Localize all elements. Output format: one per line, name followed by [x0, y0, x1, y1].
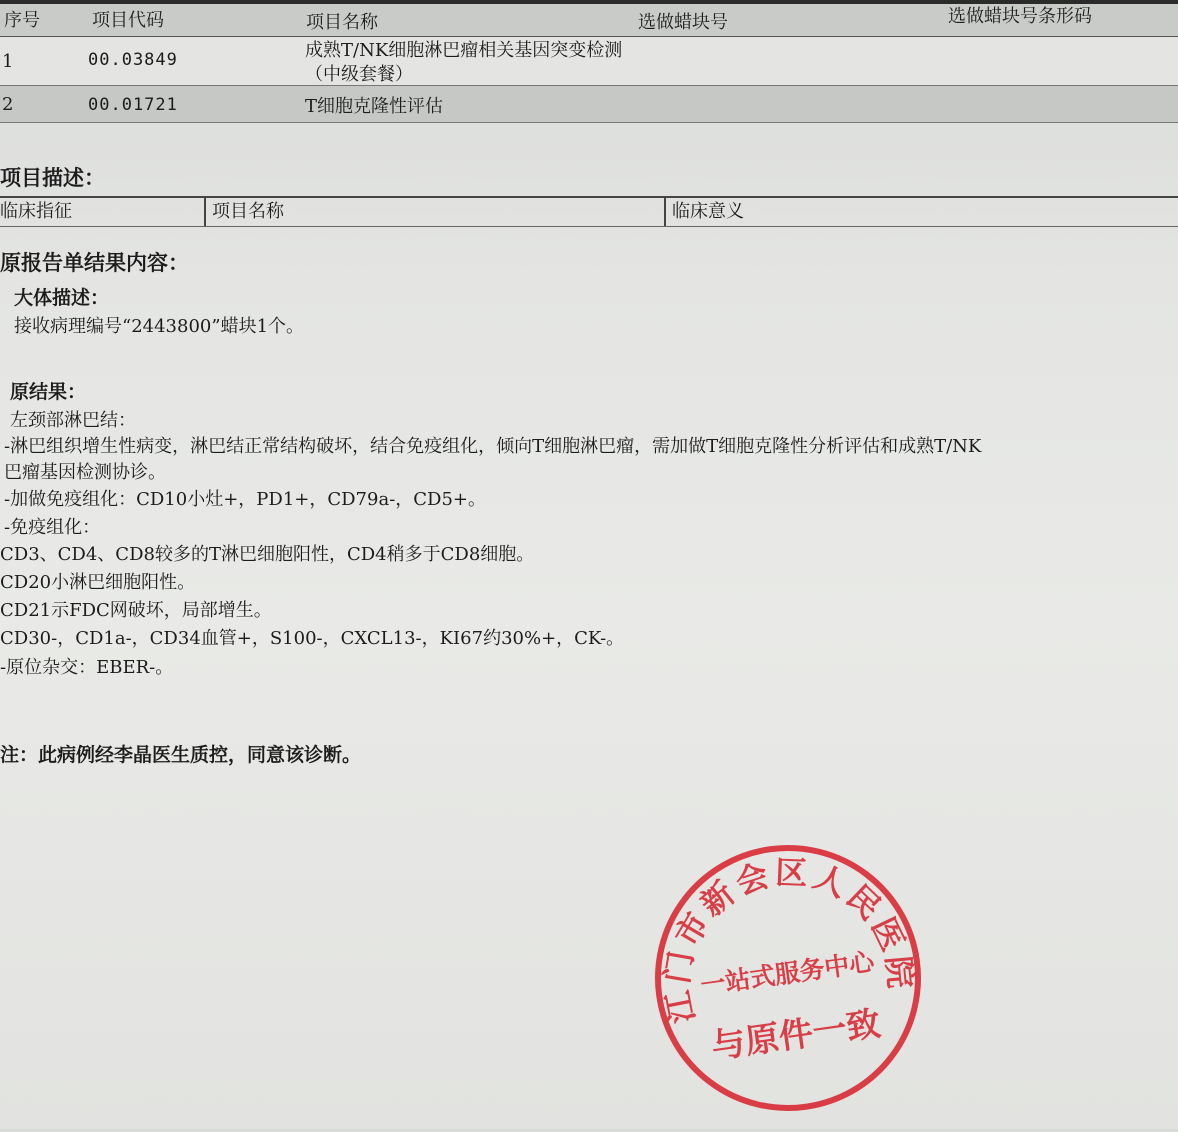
- row-name: T细胞克隆性评估: [305, 96, 444, 117]
- header-code: 项目代码: [92, 10, 164, 31]
- row-seq: 1: [2, 51, 14, 72]
- header-barcode: 选做蜡块号条形码: [948, 6, 1092, 27]
- row-code: 00.01721: [88, 95, 178, 115]
- gross-text: 接收病理编号“2443800”蜡块1个。: [14, 316, 305, 337]
- result-line: -加做免疫组化：CD10小灶+，PD1+，CD79a-，CD5+。: [4, 489, 487, 510]
- stamp-outer-text: 江门市新会区人民医院: [657, 853, 920, 1027]
- description-table-header: [0, 196, 1178, 227]
- result-line: CD30-，CD1a-，CD34血管+，S100-，CXCL13-，KI67约30%+，CK-。: [0, 628, 625, 649]
- table-row: [0, 86, 1178, 123]
- result-line: -免疫组化：: [4, 517, 101, 538]
- header-seq: 序号: [4, 10, 40, 31]
- items-table-header: [0, 4, 1178, 37]
- header-block: 选做蜡块号: [638, 12, 728, 33]
- row-seq: 2: [2, 94, 14, 115]
- gross-title: 大体描述：: [14, 287, 110, 309]
- row-name: 成熟T/NK细胞淋巴瘤相关基因突变检测（中级套餐）: [305, 40, 623, 85]
- result-line: CD21示FDC网破坏，局部增生。: [0, 600, 272, 621]
- desc-col-significance: 临床意义: [664, 198, 744, 226]
- desc-col-name: 项目名称: [204, 198, 284, 226]
- header-name: 项目名称: [306, 12, 378, 33]
- table-row: [0, 37, 1178, 86]
- hospital-seal-stamp: [634, 824, 941, 1131]
- result-line: 左颈部淋巴结：: [10, 410, 136, 431]
- result-line: -淋巴组织增生性病变，淋巴结正常结构破坏，结合免疫组化，倾向T细胞淋巴瘤，需加做T细胞克隆性分析评估和成熟T/NK: [4, 436, 982, 457]
- result-line: CD3、CD4、CD8较多的T淋巴细胞阳性，CD4稍多于CD8细胞。: [0, 544, 535, 565]
- desc-col-indication: 临床指征: [0, 201, 72, 222]
- stamp-middle-text: 一站式服务中心: [698, 947, 877, 1001]
- qc-note: 注：此病例经李晶医生质控，同意该诊断。: [0, 744, 362, 766]
- report-title: 原报告单结果内容：: [0, 250, 189, 275]
- stamp-bottom-text: 与原件一致: [709, 1003, 884, 1068]
- row-code: 00.03849: [88, 50, 178, 70]
- result-line: CD20小淋巴细胞阳性。: [0, 572, 196, 593]
- result-line: -原位杂交：EBER-。: [0, 657, 174, 678]
- svg-text:江门市新会区人民医院: [641, 836, 922, 1027]
- description-title: 项目描述：: [0, 165, 105, 190]
- result-line: 巴瘤基因检测协诊。: [4, 462, 166, 483]
- result-title: 原结果：: [10, 381, 87, 403]
